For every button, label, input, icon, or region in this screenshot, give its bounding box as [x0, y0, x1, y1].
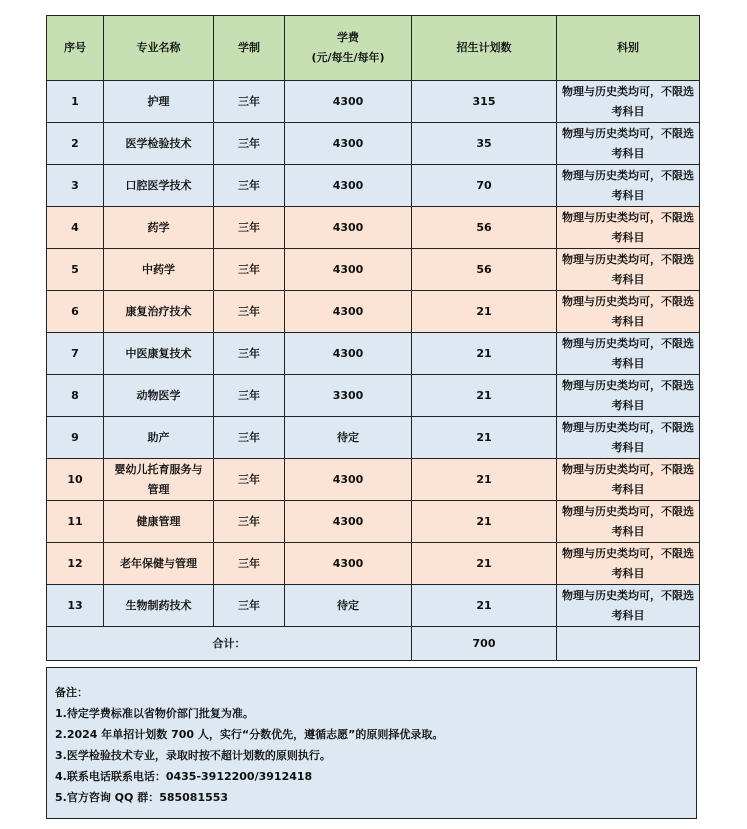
- cell-major: 口腔医学技术: [104, 165, 214, 207]
- cell-plan: 70: [412, 165, 557, 207]
- cell-plan: 21: [412, 291, 557, 333]
- cell-no: 4: [47, 207, 104, 249]
- table-row: [47, 207, 700, 249]
- table-row: [47, 123, 700, 165]
- cell-subject: 物理与历史类均可，不限选考科目: [557, 207, 700, 249]
- cell-duration: 三年: [214, 165, 285, 207]
- cell-major: 中药学: [104, 249, 214, 291]
- cell-plan: 21: [412, 585, 557, 627]
- header-plan: 招生计划数: [412, 16, 557, 81]
- total-row: [47, 627, 700, 661]
- cell-no: 12: [47, 543, 104, 585]
- note-line: 4.联系电话联系电话：0435-3912200/3912418: [55, 770, 313, 783]
- cell-fee: 4300: [285, 165, 412, 207]
- cell-subject: 物理与历史类均可，不限选考科目: [557, 123, 700, 165]
- cell-duration: 三年: [214, 459, 285, 501]
- table-row: [47, 585, 700, 627]
- cell-no: 2: [47, 123, 104, 165]
- note-line: 2.2024 年单招计划数 700 人，实行“分数优先，遵循志愿”的原则择优录取。: [55, 728, 444, 741]
- cell-duration: 三年: [214, 81, 285, 123]
- cell-fee: 4300: [285, 543, 412, 585]
- table-row: [47, 459, 700, 501]
- header-fee-line2: (元/每生/每年): [311, 51, 385, 64]
- total-empty-cell: [557, 627, 700, 661]
- note-line: 3.医学检验技术专业，录取时按不超计划数的原则执行。: [55, 749, 331, 762]
- cell-duration: 三年: [214, 417, 285, 459]
- cell-duration: 三年: [214, 249, 285, 291]
- cell-subject: 物理与历史类均可，不限选考科目: [557, 375, 700, 417]
- header-no: 序号: [47, 16, 104, 81]
- cell-fee: 4300: [285, 81, 412, 123]
- cell-plan: 21: [412, 459, 557, 501]
- total-label: 合计：: [47, 627, 412, 661]
- table-row: [47, 249, 700, 291]
- cell-duration: 三年: [214, 501, 285, 543]
- cell-no: 9: [47, 417, 104, 459]
- cell-no: 5: [47, 249, 104, 291]
- cell-fee: 待定: [285, 417, 412, 459]
- cell-major: 医学检验技术: [104, 123, 214, 165]
- cell-duration: 三年: [214, 291, 285, 333]
- cell-subject: 物理与历史类均可，不限选考科目: [557, 165, 700, 207]
- note-line: 1.待定学费标准以省物价部门批复为准。: [55, 707, 254, 720]
- cell-major: 生物制药技术: [104, 585, 214, 627]
- cell-subject: 物理与历史类均可，不限选考科目: [557, 291, 700, 333]
- cell-major: 婴幼儿托育服务与管理: [104, 459, 214, 501]
- cell-plan: 21: [412, 375, 557, 417]
- cell-fee: 4300: [285, 291, 412, 333]
- cell-subject: 物理与历史类均可，不限选考科目: [557, 459, 700, 501]
- cell-duration: 三年: [214, 207, 285, 249]
- cell-no: 3: [47, 165, 104, 207]
- cell-duration: 三年: [214, 585, 285, 627]
- cell-fee: 4300: [285, 333, 412, 375]
- cell-plan: 56: [412, 207, 557, 249]
- cell-subject: 物理与历史类均可，不限选考科目: [557, 543, 700, 585]
- cell-subject: 物理与历史类均可，不限选考科目: [557, 333, 700, 375]
- header-duration: 学制: [214, 16, 285, 81]
- table-row: [47, 375, 700, 417]
- cell-major: 康复治疗技术: [104, 291, 214, 333]
- cell-plan: 56: [412, 249, 557, 291]
- enrollment-plan-table: [46, 15, 700, 661]
- cell-duration: 三年: [214, 543, 285, 585]
- cell-fee: 4300: [285, 249, 412, 291]
- cell-fee: 4300: [285, 459, 412, 501]
- table-header-row: [47, 16, 700, 81]
- notes-title: 备注：: [55, 686, 88, 699]
- cell-major: 老年保健与管理: [104, 543, 214, 585]
- cell-major: 助产: [104, 417, 214, 459]
- cell-plan: 315: [412, 81, 557, 123]
- table-row: [47, 417, 700, 459]
- cell-fee: 3300: [285, 375, 412, 417]
- cell-major: 药学: [104, 207, 214, 249]
- cell-fee: 4300: [285, 501, 412, 543]
- header-subject: 科别: [557, 16, 700, 81]
- header-fee: [285, 16, 412, 81]
- cell-no: 11: [47, 501, 104, 543]
- cell-fee: 4300: [285, 207, 412, 249]
- cell-major: 健康管理: [104, 501, 214, 543]
- cell-duration: 三年: [214, 333, 285, 375]
- cell-no: 7: [47, 333, 104, 375]
- cell-major: 中医康复技术: [104, 333, 214, 375]
- cell-no: 6: [47, 291, 104, 333]
- cell-duration: 三年: [214, 375, 285, 417]
- cell-major: 护理: [104, 81, 214, 123]
- table-row: [47, 81, 700, 123]
- cell-plan: 21: [412, 543, 557, 585]
- table-row: [47, 501, 700, 543]
- header-major: 专业名称: [104, 16, 214, 81]
- table-row: [47, 291, 700, 333]
- notes-box: [46, 667, 697, 819]
- cell-duration: 三年: [214, 123, 285, 165]
- cell-fee: 4300: [285, 123, 412, 165]
- cell-fee: 待定: [285, 585, 412, 627]
- cell-plan: 35: [412, 123, 557, 165]
- cell-no: 10: [47, 459, 104, 501]
- table-row: [47, 165, 700, 207]
- cell-no: 13: [47, 585, 104, 627]
- cell-plan: 21: [412, 501, 557, 543]
- cell-subject: 物理与历史类均可，不限选考科目: [557, 585, 700, 627]
- cell-subject: 物理与历史类均可，不限选考科目: [557, 417, 700, 459]
- cell-subject: 物理与历史类均可，不限选考科目: [557, 81, 700, 123]
- cell-major: 动物医学: [104, 375, 214, 417]
- table-row: [47, 333, 700, 375]
- table-row: [47, 543, 700, 585]
- total-value: 700: [412, 627, 557, 661]
- cell-plan: 21: [412, 417, 557, 459]
- cell-subject: 物理与历史类均可，不限选考科目: [557, 501, 700, 543]
- cell-subject: 物理与历史类均可，不限选考科目: [557, 249, 700, 291]
- header-fee-line1: 学费: [337, 31, 359, 44]
- note-line: 5.官方咨询 QQ 群：585081553: [55, 791, 229, 804]
- cell-no: 1: [47, 81, 104, 123]
- cell-plan: 21: [412, 333, 557, 375]
- cell-no: 8: [47, 375, 104, 417]
